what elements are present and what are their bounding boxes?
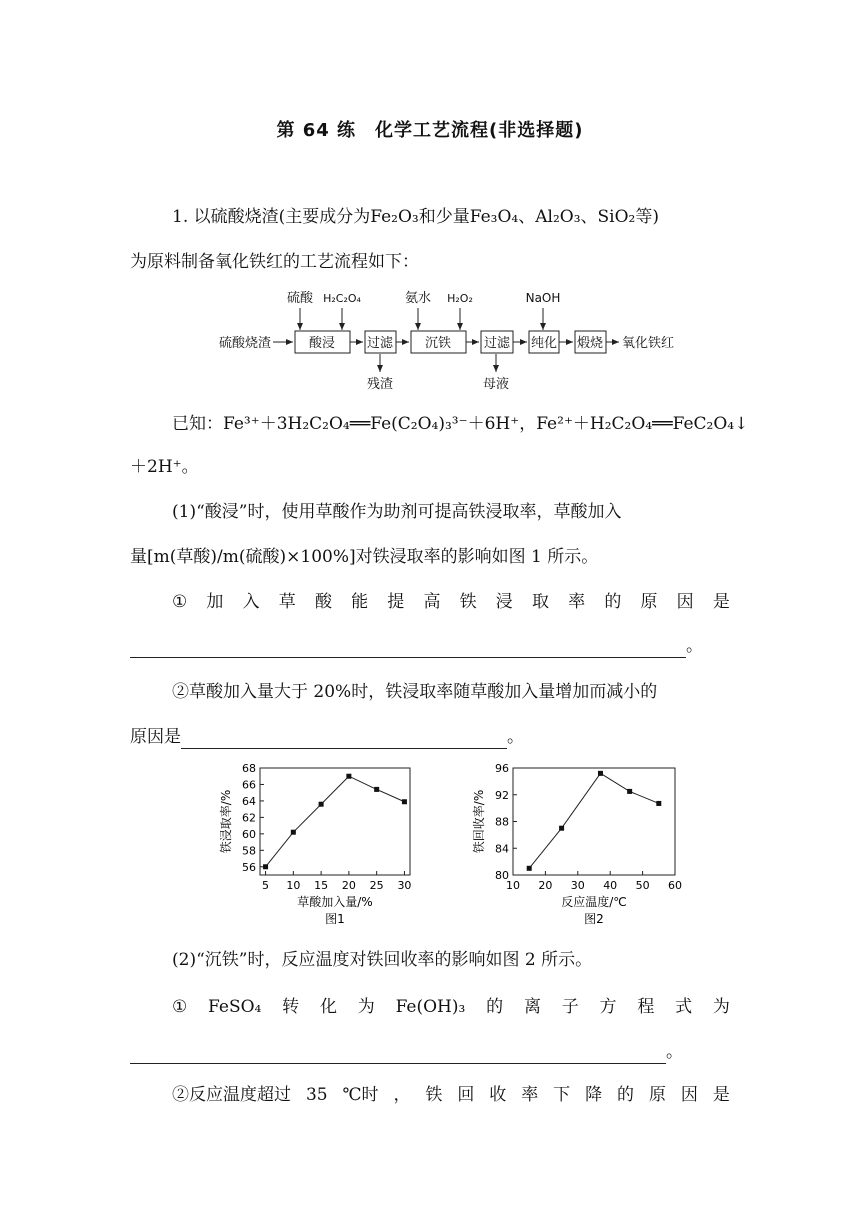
question-word: 是 — [712, 592, 730, 612]
q1-part2-question-b — [172, 1083, 730, 1107]
flow-step-label: 沉铁 — [424, 336, 452, 351]
question-word: 是 — [712, 1085, 730, 1105]
q1-part2-question-a — [172, 995, 730, 1019]
x-tick-label: 60 — [668, 879, 682, 892]
y-tick-label: 92 — [495, 788, 509, 802]
answer-blank[interactable] — [130, 639, 686, 658]
question-word: 入 — [242, 592, 260, 612]
flow-step-label: 煅烧 — [576, 336, 604, 351]
question-word: 因 — [676, 592, 694, 612]
question-word: 的 — [617, 1085, 635, 1105]
question-word: 因 — [680, 1085, 698, 1105]
y-tick-label: 88 — [495, 815, 509, 829]
x-tick-label: 10 — [286, 879, 301, 892]
question-word: 为 — [357, 997, 375, 1017]
x-tick-label: 30 — [570, 879, 585, 892]
question-word: 转 — [282, 997, 300, 1017]
x-tick-label: 50 — [635, 879, 650, 892]
question-word: ℃时 — [342, 1085, 379, 1105]
y-tick-label: 66 — [242, 778, 256, 792]
flow-step-label: 过滤 — [366, 336, 394, 351]
q1-part1-question-a — [172, 590, 730, 614]
series-line — [266, 776, 405, 867]
question-word: Fe(OH)₃ — [395, 997, 466, 1017]
x-tick-label: 20 — [341, 879, 356, 892]
flow-input-label: NaOH — [525, 291, 561, 305]
answer-line-q2a — [130, 1040, 730, 1064]
x-tick-label: 30 — [397, 879, 412, 892]
question-word: ① — [172, 997, 188, 1017]
x-axis-label: 反应温度/℃ — [561, 895, 627, 909]
data-point — [374, 787, 379, 792]
question-word: 加 — [206, 592, 224, 612]
known-equation-line2: ＋2H⁺。 — [130, 457, 199, 477]
flow-step-label: 纯化 — [530, 336, 558, 351]
q1-part1-line2: 量[m(草酸)/m(硫酸)×100%]对铁浸取率的影响如图 1 所示。 — [130, 547, 599, 567]
question-word: FeSO₄ — [208, 997, 262, 1017]
flow-step-label: 酸浸 — [308, 336, 336, 351]
flow-input-label: H₂O₂ — [447, 292, 473, 305]
page-title: 第 64 练 化学工艺流程(非选择题) — [276, 120, 584, 141]
answer-blank[interactable] — [130, 1045, 666, 1064]
question-word: 酸 — [314, 592, 332, 612]
question-word: 程 — [637, 997, 655, 1017]
question-word: 浸 — [495, 592, 513, 612]
question-word: 的 — [486, 997, 504, 1017]
y-tick-label: 56 — [242, 860, 256, 874]
question-word: ， — [393, 1085, 411, 1105]
question-word: 收 — [489, 1085, 507, 1105]
question-word: 的 — [604, 592, 622, 612]
chart-frame — [260, 768, 410, 875]
flow-end-label: 氧化铁红 — [622, 336, 675, 351]
data-point — [263, 864, 268, 869]
question-word: 化 — [319, 997, 337, 1017]
y-tick-label: 96 — [495, 762, 509, 775]
answer-blank[interactable] — [181, 730, 507, 749]
chart-caption: 图1 — [325, 912, 345, 926]
x-tick-label: 10 — [506, 879, 520, 892]
y-tick-label: 58 — [242, 844, 256, 858]
data-point — [402, 799, 407, 804]
y-tick-label: 80 — [495, 869, 509, 882]
flow-output-label: 母液 — [482, 377, 510, 392]
question-word: 离 — [523, 997, 541, 1017]
question-word: 率 — [521, 1085, 539, 1105]
q1-part1-question-b-line1: ②草酸加入量大于 20%时，铁浸取率随草酸加入量增加而减小的 — [172, 682, 658, 702]
data-point — [559, 826, 564, 831]
series-line — [529, 773, 659, 868]
question-word: 下 — [553, 1085, 571, 1105]
process-flow-diagram — [215, 286, 695, 396]
question-word: 铁 — [425, 1085, 443, 1105]
x-axis-label: 草酸加入量/% — [297, 895, 373, 909]
question-text: 原因是 — [130, 727, 181, 747]
flow-step-label: 过滤 — [483, 336, 511, 351]
question-word: 原 — [648, 1085, 666, 1105]
y-tick-label: 64 — [242, 794, 256, 808]
q1-intro-line2: 为原料制备氧化铁红的工艺流程如下： — [130, 252, 419, 272]
data-point — [527, 866, 532, 871]
chart-figure-1 — [215, 760, 425, 935]
question-word: ① — [172, 592, 188, 612]
question-word: 为 — [712, 997, 730, 1017]
flow-output-label: 残渣 — [366, 377, 394, 392]
y-axis-label: 铁回收率/% — [472, 789, 486, 854]
q1-intro-line1: 1. 以硫酸烧渣(主要成分为Fe₂O₃和少量Fe₃O₄、Al₂O₃、SiO₂等) — [172, 207, 659, 227]
answer-line-q1a — [130, 634, 730, 658]
question-word: 降 — [585, 1085, 603, 1105]
question-word: ②反应温度超过 — [172, 1085, 291, 1105]
q1-part1-question-b-line2 — [130, 725, 730, 749]
period: 。 — [507, 727, 524, 747]
question-word: 子 — [561, 997, 579, 1017]
data-point — [319, 802, 324, 807]
y-tick-label: 84 — [495, 842, 509, 856]
data-point — [598, 771, 603, 776]
flow-input-label: 氨水 — [404, 291, 432, 306]
question-word: 回 — [457, 1085, 475, 1105]
question-word: 高 — [423, 592, 441, 612]
q1-part1-line1: (1)“酸浸”时，使用草酸作为助剂可提高铁浸取率，草酸加入 — [172, 502, 622, 522]
question-word: 率 — [568, 592, 586, 612]
x-tick-label: 5 — [262, 879, 270, 892]
question-word: 能 — [351, 592, 369, 612]
chart-caption: 图2 — [584, 912, 604, 926]
q1-part2-line: (2)“沉铁”时，反应温度对铁回收率的影响如图 2 所示。 — [172, 950, 593, 970]
question-word: 铁 — [459, 592, 477, 612]
y-tick-label: 62 — [242, 811, 256, 825]
data-point — [346, 774, 351, 779]
y-axis-label: 铁浸取率/% — [219, 789, 233, 854]
question-word: 式 — [675, 997, 693, 1017]
period: 。 — [666, 1042, 683, 1062]
data-point — [291, 830, 296, 835]
x-tick-label: 15 — [314, 879, 329, 892]
chart-figure-2 — [465, 760, 690, 935]
question-word: 35 — [305, 1085, 328, 1105]
x-tick-label: 25 — [369, 879, 384, 892]
y-tick-label: 60 — [242, 827, 256, 841]
data-point — [627, 789, 632, 794]
flow-start-label: 硫酸烧渣 — [219, 336, 272, 351]
question-word: 原 — [640, 592, 658, 612]
flow-input-label: H₂C₂O₄ — [323, 292, 361, 305]
known-equation-line1: 已知：Fe³⁺＋3H₂C₂O₄══Fe(C₂O₄)₃³⁻＋6H⁺，Fe²⁺＋H₂C₂O₄══FeC₂O₄↓ — [172, 414, 749, 434]
question-word: 方 — [599, 997, 617, 1017]
period: 。 — [686, 636, 703, 656]
x-tick-label: 20 — [538, 879, 553, 892]
x-tick-label: 40 — [603, 879, 618, 892]
question-word: 取 — [531, 592, 549, 612]
question-word: 草 — [278, 592, 296, 612]
flow-input-label: 硫酸 — [286, 291, 314, 306]
question-word: 提 — [387, 592, 405, 612]
y-tick-label: 68 — [242, 762, 256, 775]
data-point — [656, 801, 661, 806]
